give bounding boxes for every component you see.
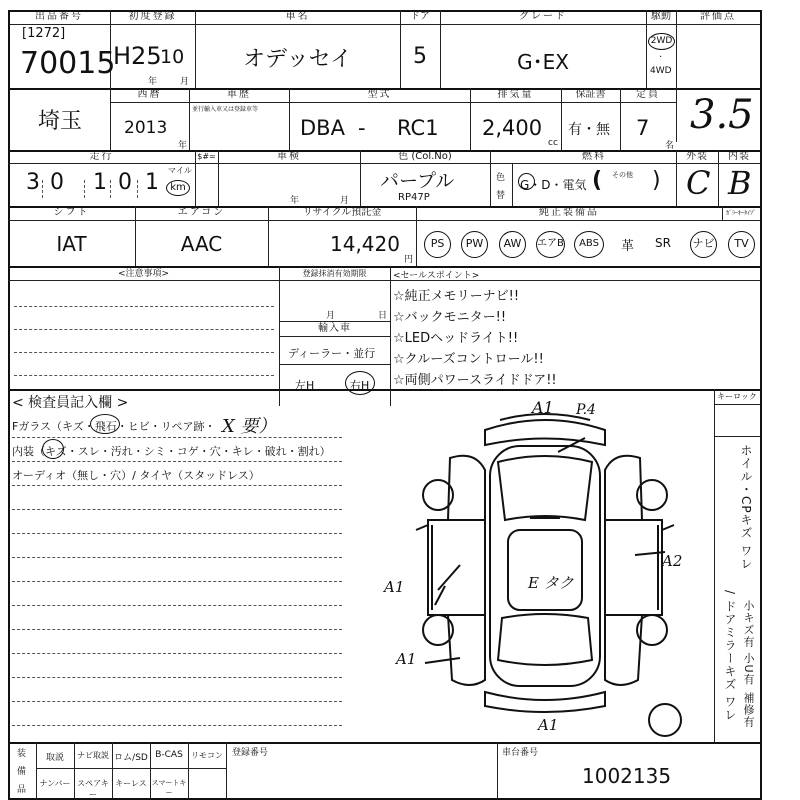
car-name: オデッセイ (243, 47, 352, 72)
footer-item: キーレス (115, 779, 147, 788)
capacity-label: 定員 (636, 89, 660, 100)
side-note: / ドアミラーキズ ワレ (723, 590, 737, 722)
diagram-mark: E タク (528, 574, 574, 592)
key-type-label: ｶﾞﾗｰｷｰﾀｲﾌﾟ (725, 210, 756, 217)
car-name-label: 車名 (285, 11, 310, 22)
drive-2wd: 2WD (648, 33, 675, 50)
seireki-label: 西暦 (137, 89, 162, 100)
capacity: 7 (636, 116, 650, 140)
import-label: 輸入車 (318, 323, 351, 334)
equipment-abs: ABS (574, 231, 604, 258)
model-code: RC1 (397, 116, 439, 140)
displacement-label: 排気量 (497, 89, 534, 100)
sales-point: ☆純正メモリーナビ!! (393, 289, 520, 304)
diagram-mark: A2 (662, 552, 683, 570)
color-label: 色 (Col.No) (398, 151, 452, 162)
aircon: AAC (180, 232, 223, 256)
footer-item: スペアキー (77, 779, 109, 799)
model-year-unit: 年 (178, 141, 188, 151)
footer-item: B-CAS (155, 750, 183, 760)
interior-line: 内装（キズ・スレ・汚れ・シミ・コゲ・穴・キレ・破れ・割れ） (12, 445, 331, 458)
equipment-aw: AW (499, 231, 526, 258)
lot-sub-number: [1272] (22, 26, 66, 41)
inspection-month-unit: 月 (340, 196, 350, 206)
inspection-label: 車検 (277, 151, 301, 162)
equipment-navi: ナビ (690, 231, 717, 258)
fuel-options: G・D・電気 (520, 178, 587, 192)
grade: G･EX (517, 50, 569, 74)
equipment-airbag: エアB (536, 231, 565, 258)
left-hand-option: 左H (295, 379, 315, 392)
fuel-label: 燃料 (582, 151, 606, 162)
dealer-option: ディーラー・並行 (288, 347, 376, 360)
diagram-mark: A1 (396, 650, 417, 668)
score-label: 評価点 (700, 11, 736, 22)
history-label: 車歴 (227, 89, 251, 100)
drive-label: 駆動 (651, 11, 671, 22)
shift-label: シフト (53, 207, 90, 218)
mileage-mile-label: マイル (168, 166, 192, 175)
score: 3.5 (690, 92, 754, 138)
expiry-day: 日 (378, 311, 388, 321)
sales-point: ☆バックモニター!! (393, 310, 507, 325)
grade-label: グレード (519, 11, 567, 22)
color-change-label-a: 色 (496, 173, 506, 183)
displacement: 2,400 (482, 116, 543, 140)
model-label: 型式 (367, 89, 392, 100)
windshield-line: Fガラス（キズ・飛石・ヒビ・リペア跡・ (12, 420, 216, 433)
first-registration-era: H25 (113, 42, 162, 70)
interior-grade: B (728, 164, 752, 202)
footer-item: ナビ取説 (77, 751, 109, 760)
capacity-unit: 名 (665, 141, 675, 151)
inspector-title: < 検査員記入欄 > (12, 395, 129, 411)
footer-item: リモコン (191, 751, 223, 760)
first-registration-label: 初度登録 (128, 11, 177, 22)
equipment-leather: 革 (621, 239, 635, 254)
equipment-ps: PS (424, 231, 451, 258)
side-note: ホイル・CPキズ ワレ (739, 444, 753, 571)
model-prefix: DBA (300, 116, 345, 140)
mileage-km-unit: km (166, 180, 190, 196)
aircon-label: エアコン (177, 207, 226, 218)
mileage-digit: 0 (118, 170, 132, 195)
footer-item: ロム/SD (114, 753, 148, 763)
recycle-label: リサイクル預託金 (302, 207, 382, 218)
mileage-label: 走行 (89, 151, 114, 162)
equipment-tv: TV (728, 231, 755, 258)
lot-number-label: 出品番号 (35, 11, 83, 22)
color-change-label-b: 替 (496, 191, 506, 201)
diagram-mark: A1 (532, 398, 554, 417)
meter-label: $#= (197, 152, 216, 161)
mileage-digit: 1 (145, 170, 159, 195)
chassis-number-label: 車台番号 (502, 748, 539, 758)
color-code: RP47P (398, 192, 430, 203)
chassis-number: 1002135 (582, 764, 672, 788)
mileage-digit: 1 (93, 170, 107, 195)
key-lock-label: キーロック (717, 392, 757, 401)
model-year: 2013 (124, 118, 168, 138)
diagram-mark: A1 (538, 716, 559, 734)
diagram-mark: P.4 (576, 402, 596, 418)
fuel-other-label: その他 (612, 171, 633, 179)
car-damage-diagram (380, 400, 710, 740)
expiry-month: 月 (326, 311, 336, 321)
diagram-mark: A1 (384, 578, 405, 596)
side-note: 小キズ有 小U有 (742, 600, 755, 686)
footer-side-label: 品 (17, 785, 27, 795)
caution-label: <注意事項> (117, 269, 170, 279)
year-unit: 年 (148, 77, 158, 87)
footer-side-label: 備 (17, 767, 27, 777)
door-count: 5 (413, 44, 427, 69)
cc-unit: cc (548, 138, 558, 148)
registration-expiry-label: 登録抹消有効期限 (302, 269, 367, 278)
sales-points-label: <セールスポイント> (393, 271, 480, 281)
right-hand-option: 右H (350, 379, 370, 392)
exterior-grade: C (686, 164, 711, 202)
model-dash: - (358, 116, 366, 140)
month-unit: 月 (180, 77, 190, 87)
sales-point: ☆LEDヘッドライト!! (393, 331, 519, 346)
region: 埼玉 (38, 109, 83, 134)
recycle-unit: 円 (404, 255, 414, 265)
equipment-sunroof: SR (655, 236, 671, 250)
door-label: ドア (410, 11, 430, 22)
equipment-label: 純正装備品 (539, 207, 599, 218)
audio-tire-line: オーディオ（無し・穴）/ タイヤ（スタッドレス） (12, 469, 260, 482)
shift: IAT (56, 232, 87, 256)
sales-point: ☆両側パワースライドドア!! (393, 373, 557, 388)
recycle-fee: 14,420 (330, 232, 400, 256)
first-registration-month: 10 (160, 46, 185, 68)
registration-number-label: 登録番号 (232, 748, 269, 758)
drive-4wd: 4WD (650, 66, 672, 76)
side-note: 補修有 (742, 692, 755, 728)
footer-item: 取説 (45, 753, 64, 763)
exterior-label: 外装 (686, 151, 708, 162)
lot-number: 70015 (20, 46, 116, 81)
history-sub: 並行輸入車又は登録車等 (192, 106, 259, 113)
footer-item: ナンバー (39, 779, 71, 788)
footer-side-label: 装 (17, 749, 27, 759)
sales-point: ☆クルーズコントロール!! (393, 352, 544, 367)
color: パープル (380, 170, 455, 192)
warranty-label: 保証書 (575, 89, 606, 100)
mileage-digit: 0 (50, 170, 64, 195)
interior-label: 内装 (728, 151, 750, 162)
mileage-digit: 3 (26, 170, 40, 195)
footer-item: スマートキー (151, 779, 187, 797)
equipment-pw: PW (461, 231, 488, 258)
windshield-handwritten: X 要） (222, 416, 277, 437)
warranty: 有・無 (568, 122, 610, 138)
inspection-year-unit: 年 (290, 196, 300, 206)
